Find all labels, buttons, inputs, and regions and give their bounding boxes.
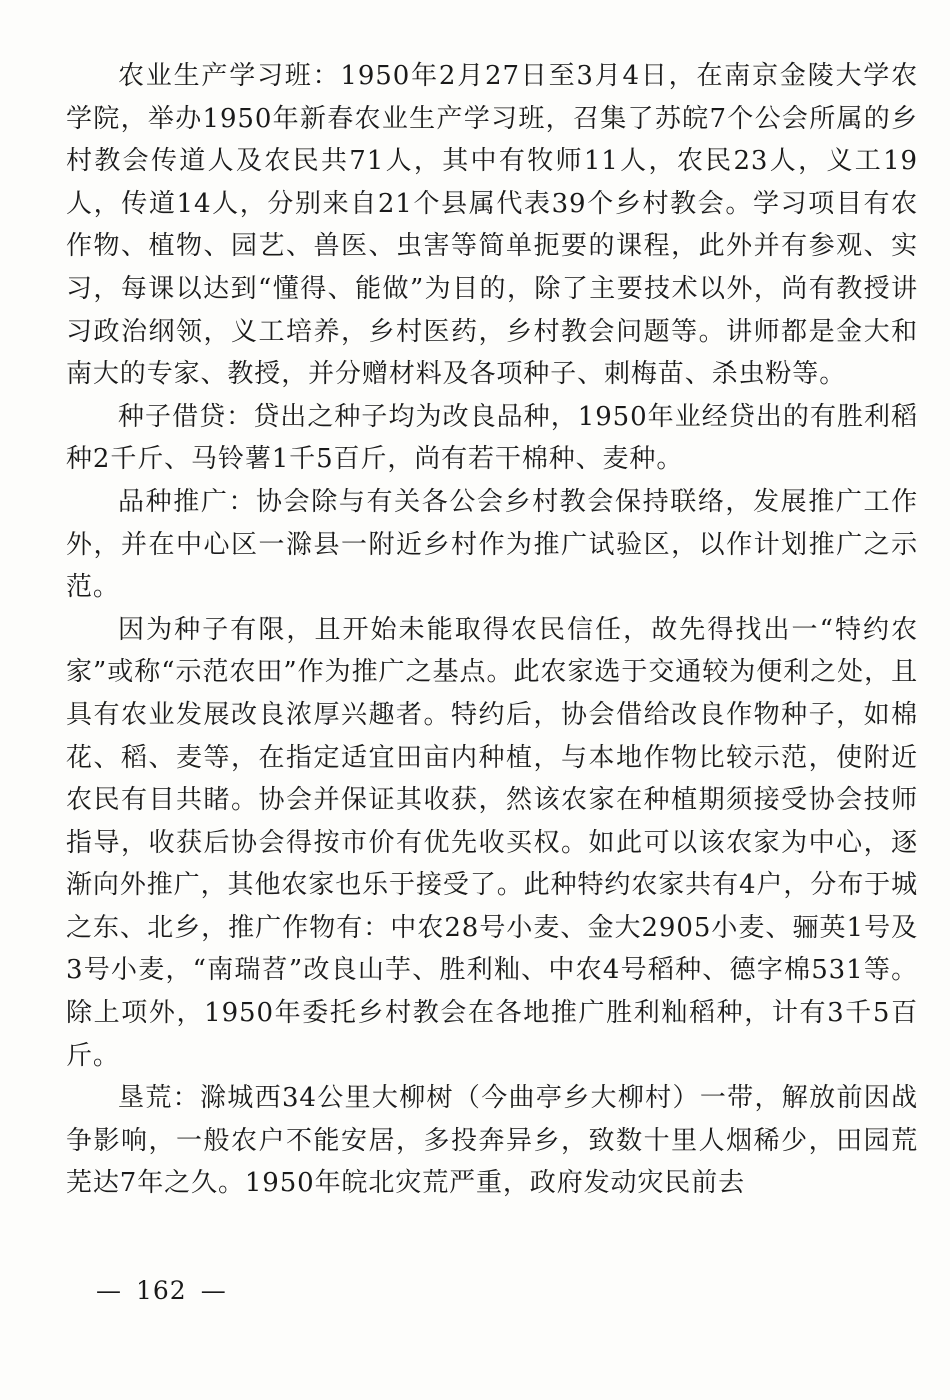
- paragraph-seed-loan: 种子借贷：贷出之种子均为改良品种，1950年业经贷出的有胜利稻种2千斤、马铃薯1千5百斤，尚有若干棉种、麦种。: [66, 401, 918, 475]
- page-footer: [96, 1276, 227, 1305]
- page-number-dash-right: —: [200, 1276, 227, 1305]
- paragraph-variety-promotion: 品种推广：协会除与有关各公会乡村教会保持联络，发展推广工作外，并在中心区一滁县一附近乡村作为推广试验区，以作计划推广之示范。: [66, 486, 918, 603]
- page-number: 162: [136, 1276, 187, 1305]
- body-text: [66, 55, 918, 1205]
- paragraph-land-reclamation: 垦荒：滁城西34公里大柳树（今曲亭乡大柳村）一带，解放前因战争影响，一般农户不能安居，多投奔异乡，致数十里人烟稀少，田园荒芜达7年之久。1950年皖北灾荒严重，政府发动灾民前去: [66, 1083, 918, 1199]
- paragraph-agriculture-class: 农业生产学习班：1950年2月27日至3月4日，在南京金陵大学农学院，举办1950年新春农业生产学习班，召集了苏皖7个公会所属的乡村教会传道人及农民共71人，其中有牧师11人，农民23人，义工19人，传道14人，分别来自21个县属代表39个乡村教会。学习项目有农作物、植物、园艺、兽医、虫害等简单扼要的课程，此外并有参观、实习，每课以达到“懂得、能做”为目的，除了主要技术以外，尚有教授讲习政治纲领，义工培养，乡村医药，乡村教会问题等。讲师都是金大和南大的专家、教授，并分赠材料及各项种子、刺梅苗、杀虫粉等。: [66, 61, 918, 390]
- paragraph-contract-farmers: 因为种子有限，且开始未能取得农民信任，故先得找出一“特约农家”或称“示范农田”作为推广之基点。此农家选于交通较为便利之处，且具有农业发展改良浓厚兴趣者。特约后，协会借给改良作物种子，如棉花、稻、麦等，在指定适宜田亩内种植，与本地作物比较示范，使附近农民有目共睹。协会并保证其收获，然该农家在种植期须接受协会技师指导，收获后协会得按市价有优先收买权。如此可以该农家为中心，逐渐向外推广，其他农家也乐于接受了。此种特约农家共有4户，分布于城之东、北乡，推广作物有：中农28号小麦、金大2905小麦、骊英1号及3号小麦，“南瑞苕”改良山芋、胜利籼、中农4号稻种、德字棉531等。除上项外，1950年委托乡村教会在各地推广胜利籼稻种，计有3千5百斤。: [66, 614, 918, 1071]
- page-number-dash-left: —: [96, 1276, 122, 1305]
